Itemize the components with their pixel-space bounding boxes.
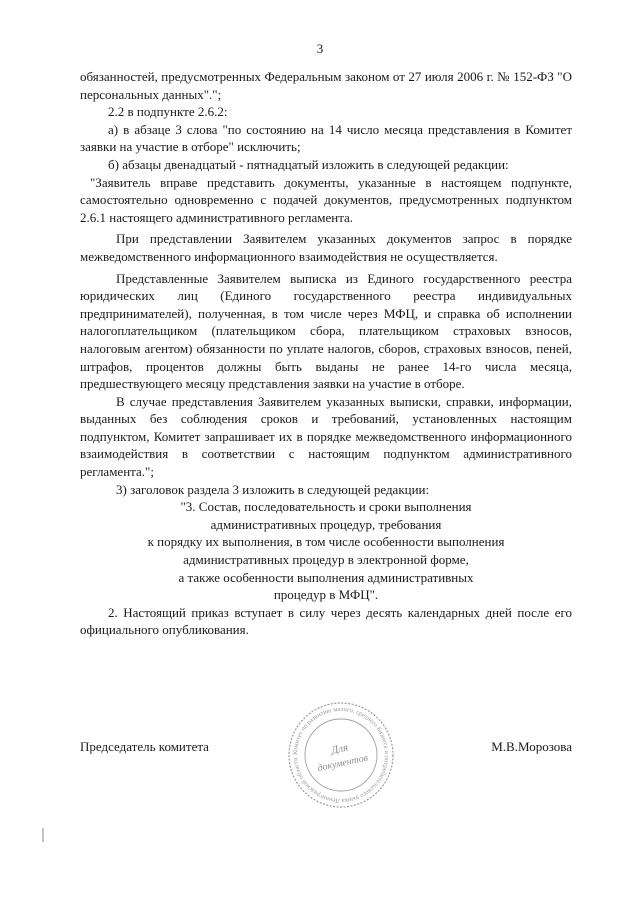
stamp-center-text-1: Для (330, 741, 350, 757)
scan-edge-mark (42, 828, 44, 842)
final-paragraph: 2. Настоящий приказ вступает в силу через десять календарных дней после его официального опубликования. (80, 604, 572, 638)
stamp-ring-text: Комитет по развитию малого, среднего бизнеса и потребительского рынка Ленинградской области (291, 705, 391, 805)
section-title-line: к порядку их выполнения, в том числе особенности выполнения (147, 534, 505, 550)
paragraph-6: При представлении Заявителем указанных документов запрос в порядке межведомственного информационного взаимодействия не осуществляется. (80, 231, 572, 264)
document-body (80, 68, 572, 639)
paragraph-8: В случае представления Заявителем указанных выписки, справки, информации, выданных без соблюдения сроков и требований, установленных настоящим подпунктом, Комитет запрашивает их в порядке межведомственного информационного взаимодействия в соответствии с настоящим подпунктом административного регламента."; (80, 393, 572, 480)
paragraph-1: обязанностей, предусмотренных Федеральным законом от 27 июля 2006 г. № 152-ФЗ "О персональных данных"."; (80, 69, 572, 102)
page-number: 3 (316, 41, 324, 56)
stamp-center-text-2: документов (316, 752, 369, 775)
paragraph-3: а) в абзаце 3 слова "по состоянию на 14 число месяца представления в Комитет заявки на участие в отборе" исключить; (80, 121, 572, 155)
paragraph-5: "Заявитель вправе представить документы, указанные в настоящем подпункте, самостоятельно одновременно с подачей документов, предусмотренных подпунктом 2.6.1 настоящего административного регламента. (80, 174, 572, 225)
section-title (80, 498, 572, 604)
section-title-line: а также особенности выполнения административных (178, 569, 474, 585)
section-title-line: процедур в МФЦ". (273, 587, 379, 603)
section-title-line: административных процедур, требования (210, 516, 442, 532)
signer-position: Председатель комитета (80, 739, 209, 754)
signer-name: М.В.Морозова (491, 739, 572, 754)
paragraph-4: б) абзацы двенадцатый - пятнадцатый изложить в следующей редакции: (108, 156, 509, 172)
section-title-line: административных процедур в электронной форме, (183, 552, 469, 568)
official-stamp-icon (286, 700, 396, 810)
section-title-line: "3. Состав, последовательность и сроки выполнения (180, 499, 472, 515)
paragraph-7: Представленные Заявителем выписка из Единого государственного реестра юридических лиц (Единого государственного реестра индивидуальных предпринимателей), полученная, в том числе через МФЦ, и справка об исполнении налогоплательщиком (плательщиком сбора, плательщиком страховых взносов, налоговым агентом) обязанности по уплате налогов, сборов, страховых взносов, пеней, штрафов, процентов должны быть выданы не ранее 14-го числа месяца, предшествующего месяцу представления заявки на участие в отборе. (80, 270, 572, 392)
paragraph-2: 2.2 в подпункте 2.6.2: (108, 104, 228, 120)
svg-text:Комитет по развитию малого, ср (292, 706, 390, 804)
paragraph-9: 3) заголовок раздела 3 изложить в следующей редакции: (116, 481, 430, 497)
